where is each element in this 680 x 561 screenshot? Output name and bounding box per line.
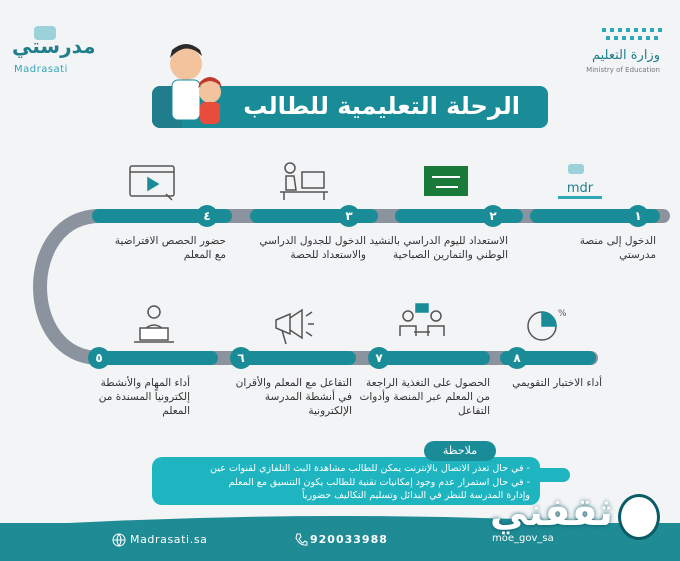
note-tail xyxy=(540,468,570,482)
saudi-flag-icon xyxy=(418,160,474,204)
ministry-ar: وزارة التعليم xyxy=(591,48,660,63)
note-box xyxy=(152,457,540,505)
step-text-5: أداء المهام والأنشطة إلكترونياً المسندة من المعلم xyxy=(98,377,190,418)
madrasati-logo-icon xyxy=(552,162,608,206)
percent-chart-icon xyxy=(516,302,572,346)
lightbulb-icon xyxy=(618,494,660,540)
step-text-8: أداء الاختبار التقويمي xyxy=(512,377,602,389)
footer-site[interactable]: Madrasati.sa xyxy=(130,533,208,546)
meeting-icon xyxy=(394,302,450,346)
watermark-text: ثقفني xyxy=(490,490,613,534)
step-text-3: الدخول للجدول الدراسي والاستعداد للحصة xyxy=(259,235,366,262)
footer-handle[interactable]: moe_gov_sa xyxy=(492,533,554,544)
video-player-icon xyxy=(126,160,182,204)
step-number-6: ٦ xyxy=(230,347,252,369)
step-number-3: ٣ xyxy=(338,205,360,227)
step-number-8: ٨ xyxy=(506,347,528,369)
page-title: الرحلة التعليمية للطالب xyxy=(243,92,520,120)
step-number-5: ٥ xyxy=(88,347,110,369)
phone-icon xyxy=(294,533,308,547)
desk-study-icon xyxy=(276,158,332,202)
megaphone-icon xyxy=(262,304,318,348)
globe-icon xyxy=(112,533,126,547)
step-number-7: ٧ xyxy=(368,347,390,369)
step-number-2: ٢ xyxy=(482,205,504,227)
note-heading: ملاحظة xyxy=(424,441,496,461)
step-text-7: الحصول على التغذية الراجعة من المعلم عبر المنصة وأدوات التفاعل xyxy=(359,377,490,418)
brand-ar: مدرستي xyxy=(12,34,96,58)
note-line-3: وإدارة المدرسة للنظر في البدائل وتسليم التكاليف حضورياً xyxy=(301,490,530,501)
step-number-4: ٤ xyxy=(196,205,218,227)
step-text-2: الاستعداد لليوم الدراسي بالنشيد الوطني والتمارين الصباحية xyxy=(369,235,508,262)
footer-phone[interactable]: 920033988 xyxy=(310,533,388,546)
step-number-1: ١ xyxy=(627,205,649,227)
step-text-1: الدخول إلى منصة مدرستي xyxy=(579,235,656,262)
step-text-4: حضور الحصص الافتراضية مع المعلم xyxy=(114,235,226,262)
ministry-en: Ministry of Education xyxy=(586,66,660,74)
step-text-6: التفاعل مع المعلم والأقران في أنشطة المدرسة الإلكترونية xyxy=(235,377,352,418)
note-line-1: - في حال تعذر الاتصال بالإنترنت يمكن للطالب مشاهدة البث التلفازي لقنوات عين xyxy=(210,463,530,474)
laptop-user-icon xyxy=(126,302,182,346)
svg-text:%: % xyxy=(558,309,567,319)
svg-text:mdr: mdr xyxy=(566,181,594,196)
brand-en: Madrasati xyxy=(14,64,68,75)
note-line-2: - في حال استمرار عدم وجود إمكانيات تقنية للطالب يكون التنسيق مع المعلم xyxy=(228,477,530,488)
